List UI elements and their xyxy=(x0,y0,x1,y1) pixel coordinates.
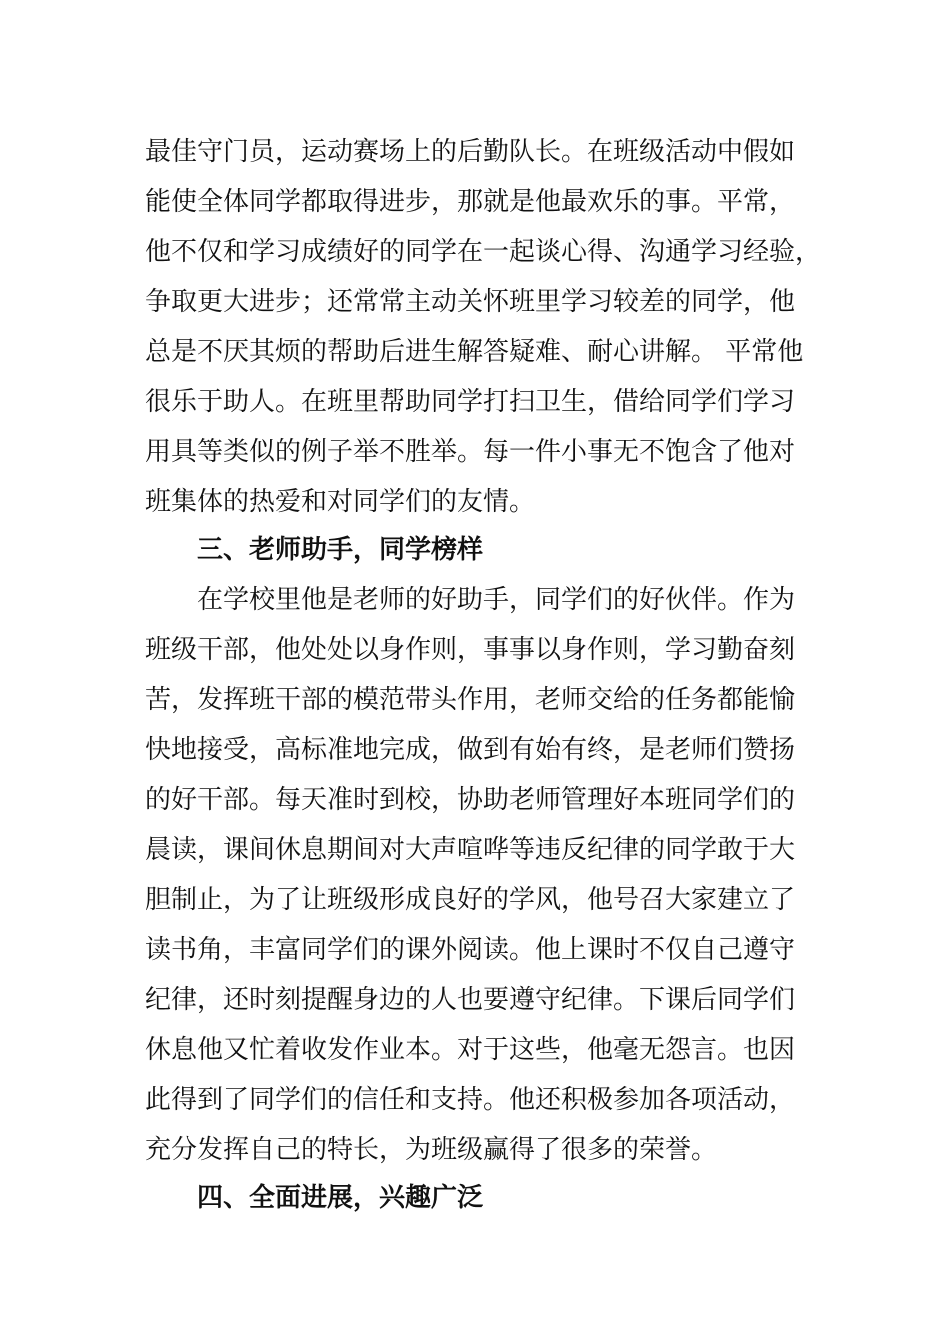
body-text-line: 苦，发挥班干部的模范带头作用，老师交给的任务都能愉 xyxy=(145,685,796,715)
body-text-line: 晨读，课间休息期间对大声喧哗等违反纪律的同学敢于大 xyxy=(145,835,796,865)
body-text-line: 很乐于助人。在班里帮助同学打扫卫生，借给同学们学习 xyxy=(145,387,796,417)
body-text-line: 总是不厌其烦的帮助后进生解答疑难、耐心讲解。 平常他 xyxy=(145,337,804,367)
body-text-line: 争取更大进步；还常常主动关怀班里学习较差的同学，他 xyxy=(145,287,796,317)
body-text-line: 班集体的热爱和对同学们的友情。 xyxy=(145,487,536,517)
body-text-line: 读书角，丰富同学们的课外阅读。他上课时不仅自己遵守 xyxy=(145,935,796,965)
body-text-line: 此得到了同学们的信任和支持。他还积极参加各项活动， xyxy=(145,1085,796,1115)
paragraph-first-line: 在学校里他是老师的好助手，同学们的好伙伴。作为 xyxy=(197,585,796,615)
body-text-line: 纪律，还时刻提醒身边的人也要遵守纪律。下课后同学们 xyxy=(145,985,796,1015)
body-text-line: 最佳守门员，运动赛场上的后勤队长。在班级活动中假如 xyxy=(145,137,796,167)
body-text-line: 他不仅和学习成绩好的同学在一起谈心得、沟通学习经验， xyxy=(145,237,822,267)
body-text-line: 班级干部，他处处以身作则，事事以身作则，学习勤奋刻 xyxy=(145,635,796,665)
body-text-line: 的好干部。每天准时到校，协助老师管理好本班同学们的 xyxy=(145,785,796,815)
body-text-line: 快地接受，高标准地完成，做到有始有终，是老师们赞扬 xyxy=(145,735,796,765)
body-text-line: 能使全体同学都取得进步，那就是他最欢乐的事。平常， xyxy=(145,187,796,217)
section-heading: 三、老师助手，同学榜样 xyxy=(197,535,484,565)
body-text-line: 胆制止，为了让班级形成良好的学风，他号召大家建立了 xyxy=(145,885,796,915)
body-text-line: 用具等类似的例子举不胜举。每一件小事无不饱含了他对 xyxy=(145,437,796,467)
body-text-line: 休息他又忙着收发作业本。对于这些，他毫无怨言。也因 xyxy=(145,1035,796,1065)
body-text-line: 充分发挥自己的特长，为班级赢得了很多的荣誉。 xyxy=(145,1135,718,1165)
section-heading: 四、全面进展，兴趣广泛 xyxy=(197,1183,484,1213)
